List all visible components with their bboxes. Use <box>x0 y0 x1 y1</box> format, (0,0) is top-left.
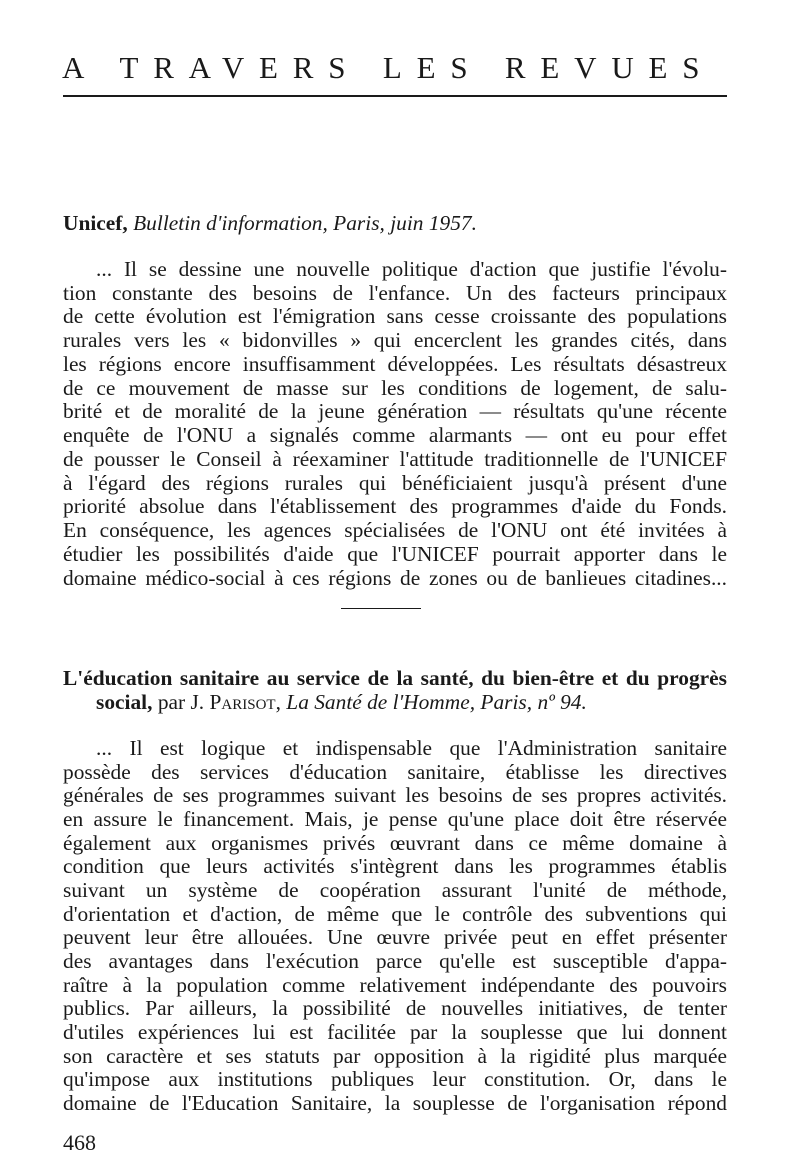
article2-title-end: social, <box>96 690 153 714</box>
article1-line: domaine médico-social à ces régions de zones ou de banlieues citadines... <box>63 566 727 590</box>
article2-line: peuvent leur être allouées. Une œuvre privée peut en effet présenter <box>63 925 727 949</box>
article1-line: étudier les possibilités d'aide que l'UNICEF pourrait apporter dans le <box>63 542 727 566</box>
article1-line: brité et de moralité de la jeune génération — résultats qu'une récente <box>63 399 727 423</box>
article2-line: suivant un système de coopération assurant l'unité de méthode, <box>63 878 727 902</box>
section-separator <box>341 608 421 609</box>
article1-line: tion constante des besoins de l'enfance. Un des facteurs principaux <box>63 281 727 305</box>
article2-line: son caractère et ses statuts par opposition à la rigidité plus marquée <box>63 1044 727 1068</box>
article2-line: condition que leurs activités s'intègrent dans les programmes établis <box>63 854 727 878</box>
article1-citation <box>63 211 727 235</box>
article1-line: de cette évolution est l'émigration sans cesse croissante des populations <box>63 304 727 328</box>
article2-line: domaine de l'Education Sanitaire, la souplesse de l'organisation répond <box>63 1091 727 1115</box>
article1-line: En conséquence, les agences spécialisées de l'ONU ont été invitées à <box>63 518 727 542</box>
article2-publication: La Santé de l'Homme, Paris, nº 94. <box>286 690 587 714</box>
article2-line: publics. Par ailleurs, la possibilité de nouvelles initiatives, de tenter <box>63 996 727 1020</box>
article2-line: qu'impose aux institutions publiques leur constitution. Or, dans le <box>63 1067 727 1091</box>
article2-line: également aux organismes privés œuvrant dans ce même domaine à <box>63 831 727 855</box>
article2-line: d'utiles expériences lui est facilitée par la souplesse que lui donnent <box>63 1020 727 1044</box>
article1-line: à l'égard des régions rurales qui bénéficiaient jusqu'à présent d'une <box>63 471 727 495</box>
article2-line: d'orientation et d'action, de même que le contrôle des subventions qui <box>63 902 727 926</box>
article2-line: ... Il est logique et indispensable que l'Administration sanitaire <box>96 736 727 760</box>
article2-author: Parisot, <box>209 690 281 714</box>
header-rule <box>63 95 727 97</box>
article1-line: les régions encore insuffisamment développées. Les résultats désastreux <box>63 352 727 376</box>
article1-line: ... Il se dessine une nouvelle politique d'action que justifie l'évolu- <box>96 257 727 281</box>
article1-line: rurales vers les « bidonvilles » qui encerclent les grandes cités, dans <box>63 328 727 352</box>
section-title: A TRAVERS LES REVUES <box>62 50 715 85</box>
article2-line: en assure le financement. Mais, je pense qu'une place doit être réservée <box>63 807 727 831</box>
article1-line: de ce mouvement de masse sur les conditions de logement, de salu- <box>63 376 727 400</box>
article1-line: de pousser le Conseil à réexaminer l'attitude traditionnelle de l'UNICEF <box>63 447 727 471</box>
article2-citation <box>96 690 727 714</box>
article2-line: raître à la population comme relativement indépendante des pouvoirs <box>63 973 727 997</box>
article2-line: générales de ses programmes suivant les besoins de ses propres activités. <box>63 783 727 807</box>
page-number: 468 <box>63 1130 96 1155</box>
article1-source: Unicef, <box>63 211 128 235</box>
article1-line: enquête de l'ONU a signalés comme alarmants — ont eu pour effet <box>63 423 727 447</box>
article1-line: priorité absolue dans l'établissement des programmes d'aide du Fonds. <box>63 494 727 518</box>
article2-by: par J. <box>157 690 205 714</box>
article1-publication: Bulletin d'information, Paris, juin 1957. <box>133 211 477 235</box>
article2-title: L'éducation sanitaire au service de la santé, du bien-être et du progrès <box>63 666 727 690</box>
article2-line: possède des services d'éducation sanitaire, établisse les directives <box>63 760 727 784</box>
article2-line: des avantages dans l'exécution parce qu'elle est susceptible d'appa- <box>63 949 727 973</box>
